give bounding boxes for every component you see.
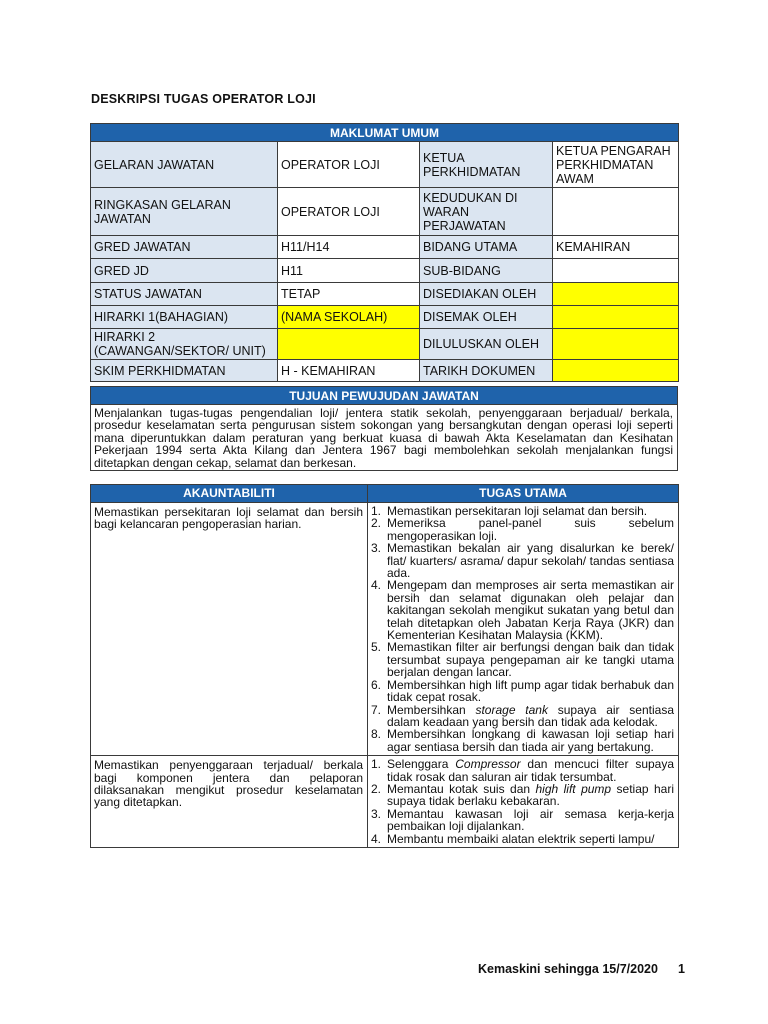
task-list xyxy=(368,756,678,847)
task-cell xyxy=(368,756,679,848)
value-skim-perkhidmatan: H - KEMAHIRAN xyxy=(278,360,420,382)
task-cell xyxy=(368,503,679,756)
value-gred-jawatan: H11/H14 xyxy=(278,236,420,259)
task-item xyxy=(368,679,674,704)
label-gred-jawatan: GRED JAWATAN xyxy=(91,236,278,259)
value-ringkasan-gelaran: OPERATOR LOJI xyxy=(278,188,420,236)
value-disemak-oleh xyxy=(553,306,679,329)
task-number: 8. xyxy=(371,727,382,742)
task-number: 4. xyxy=(371,578,382,593)
task-number: 4. xyxy=(371,831,382,846)
task-item xyxy=(368,783,674,808)
task-text-pre: Selenggara xyxy=(387,757,456,772)
task-number: 1. xyxy=(371,504,382,518)
task-text-emphasis: high lift pump xyxy=(535,781,612,796)
page-number: 1 xyxy=(677,962,685,976)
section-header-tugas-utama: TUGAS UTAMA xyxy=(368,485,679,503)
task-number: 6. xyxy=(371,677,382,692)
task-number: 5. xyxy=(371,640,382,655)
task-item xyxy=(368,728,674,753)
purpose-table xyxy=(90,386,678,471)
value-gelaran-jawatan: OPERATOR LOJI xyxy=(278,142,420,188)
task-text: Memeriksa panel-panel suis sebelum mengoperasikan loji. xyxy=(387,516,674,543)
task-text: Membantu membaiki alatan elektrik seperti lampu/ xyxy=(387,831,655,846)
task-text-post: supaya air sentiasa dalam keadaan yang bersih dan tidak ada kelodak. xyxy=(387,702,674,729)
task-text-post: dan mencuci filter supaya tidak rosak dan saluran air tidak tersumbat. xyxy=(387,757,675,784)
label-kedudukan-waran: KEDUDUKAN DI WARAN PERJAWATAN xyxy=(420,188,553,236)
value-tarikh-dokumen xyxy=(553,360,679,382)
value-ketua-perkhidmatan: KETUA PENGARAH PERKHIDMATAN AWAM xyxy=(553,142,679,188)
value-hirarki-2 xyxy=(278,329,420,360)
label-ketua-perkhidmatan: KETUA PERKHIDMATAN xyxy=(420,142,553,188)
label-diluluskan-oleh: DILULUSKAN OLEH xyxy=(420,329,553,360)
label-skim-perkhidmatan: SKIM PERKHIDMATAN xyxy=(91,360,278,382)
label-ringkasan-gelaran: RINGKASAN GELARAN JAWATAN xyxy=(91,188,278,236)
label-disediakan-oleh: DISEDIAKAN OLEH xyxy=(420,283,553,306)
duty-row xyxy=(91,503,679,756)
task-text: Membersihkan longkang di kawasan loji setiap hari agar sentiasa bersih dan tiada air yang bertakung. xyxy=(387,727,674,754)
task-text: Memastikan filter air berfungsi dengan baik dan tidak tersumbat supaya pengepaman air ke tangki utama berjalan dengan lancar. xyxy=(387,640,674,680)
task-text-pre: Membersihkan xyxy=(387,702,476,717)
label-gelaran-jawatan: GELARAN JAWATAN xyxy=(91,142,278,188)
task-text-emphasis: Compressor xyxy=(455,757,521,772)
duty-row xyxy=(91,756,679,848)
value-sub-bidang xyxy=(553,259,679,283)
value-diluluskan-oleh xyxy=(553,329,679,360)
task-number: 7. xyxy=(371,702,382,717)
accountability-text: Memastikan persekitaran loji selamat dan bersih bagi kelancaran pengoperasian harian. xyxy=(91,503,368,756)
value-status-jawatan: TETAP xyxy=(278,283,420,306)
task-text-pre: Memantau kotak suis dan xyxy=(387,781,536,796)
label-disemak-oleh: DISEMAK OLEH xyxy=(420,306,553,329)
task-text: Memastikan persekitaran loji selamat dan bersih. xyxy=(387,504,648,518)
task-number: 1. xyxy=(371,757,382,772)
page-footer xyxy=(478,962,685,976)
task-text: Memantau kawasan loji air semasa kerja-kerja pembaikan loji dijalankan. xyxy=(387,806,674,834)
task-item xyxy=(368,579,674,641)
value-gred-jd: H11 xyxy=(278,259,420,283)
task-number: 3. xyxy=(371,541,382,556)
task-item xyxy=(368,517,674,542)
task-list xyxy=(368,503,678,755)
footer-updated-date: Kemaskini sehingga 15/7/2020 xyxy=(478,962,658,976)
label-bidang-utama: BIDANG UTAMA xyxy=(420,236,553,259)
section-header-akauntabiliti: AKAUNTABILITI xyxy=(91,485,368,503)
value-hirarki-1: (NAMA SEKOLAH) xyxy=(278,306,420,329)
task-text: Membersihkan high lift pump agar tidak berhabuk dan tidak cepat rosak. xyxy=(387,677,674,705)
task-item xyxy=(368,758,674,783)
label-tarikh-dokumen: TARIKH DOKUMEN xyxy=(420,360,553,382)
value-kedudukan-waran xyxy=(553,188,679,236)
section-header-maklumat-umum: MAKLUMAT UMUM xyxy=(91,124,679,142)
task-text-post: setiap hari supaya tidak berlaku kebakaran. xyxy=(387,781,675,809)
task-item xyxy=(368,542,674,579)
accountability-text: Memastikan penyenggaraan terjadual/ berkala bagi komponen jentera dan pelaporan dilaksanakan mengikut prosedur keselamatan yang ditetapkan. xyxy=(91,756,368,848)
label-gred-jd: GRED JD xyxy=(91,259,278,283)
label-status-jawatan: STATUS JAWATAN xyxy=(91,283,278,306)
document-title: DESKRIPSI TUGAS OPERATOR LOJI xyxy=(91,92,316,106)
task-text: Memastikan bekalan air yang disalurkan ke berek/ flat/ kuarters/ asrama/ dapur sekolah/ tandas sentiasa ada. xyxy=(387,541,674,581)
task-text-emphasis: storage tank xyxy=(475,702,548,717)
task-item xyxy=(368,808,674,833)
purpose-paragraph: Menjalankan tugas-tugas pengendalian loji/ jentera statik sekolah, penyenggaraan berjadual/ berkala, prosedur keselamatan serta pengurusan sistem sokongan yang bersangkutan dengan operasi loji seperti mana diperuntukkan dalam peraturan yang berkuat kuasa di bawah Akta Keselamatan dan Kesihatan Pekerjaan 1994 serta Akta Kilang dan Jentera 1967 bagi membolehkan sekolah menjalankan fungsi ditetapkan dengan cekap, selamat dan berkesan. xyxy=(91,405,678,471)
general-info-table xyxy=(90,123,679,382)
label-hirarki-2: HIRARKI 2 (CAWANGAN/SEKTOR/ UNIT) xyxy=(91,329,278,360)
section-header-tujuan: TUJUAN PEWUJUDAN JAWATAN xyxy=(91,387,678,405)
task-number: 3. xyxy=(371,806,382,821)
label-sub-bidang: SUB-BIDANG xyxy=(420,259,553,283)
task-item xyxy=(368,641,674,678)
task-text: Mengepam dan memproses air serta memastikan air bersih dan selamat digunakan oleh pelajar dan kakitangan sekolah mengikut sukatan yang betul dan telah ditetapkan oleh Jabatan Kerja Raya (JKR) dan Kementerian Kesihatan Malaysia (KKM). xyxy=(387,578,674,643)
value-bidang-utama: KEMAHIRAN xyxy=(553,236,679,259)
task-number: 2. xyxy=(371,781,382,796)
task-item xyxy=(368,833,674,845)
value-disediakan-oleh xyxy=(553,283,679,306)
task-number: 2. xyxy=(371,516,382,531)
label-hirarki-1: HIRARKI 1(BAHAGIAN) xyxy=(91,306,278,329)
duties-table xyxy=(90,484,679,848)
task-item xyxy=(368,704,674,729)
